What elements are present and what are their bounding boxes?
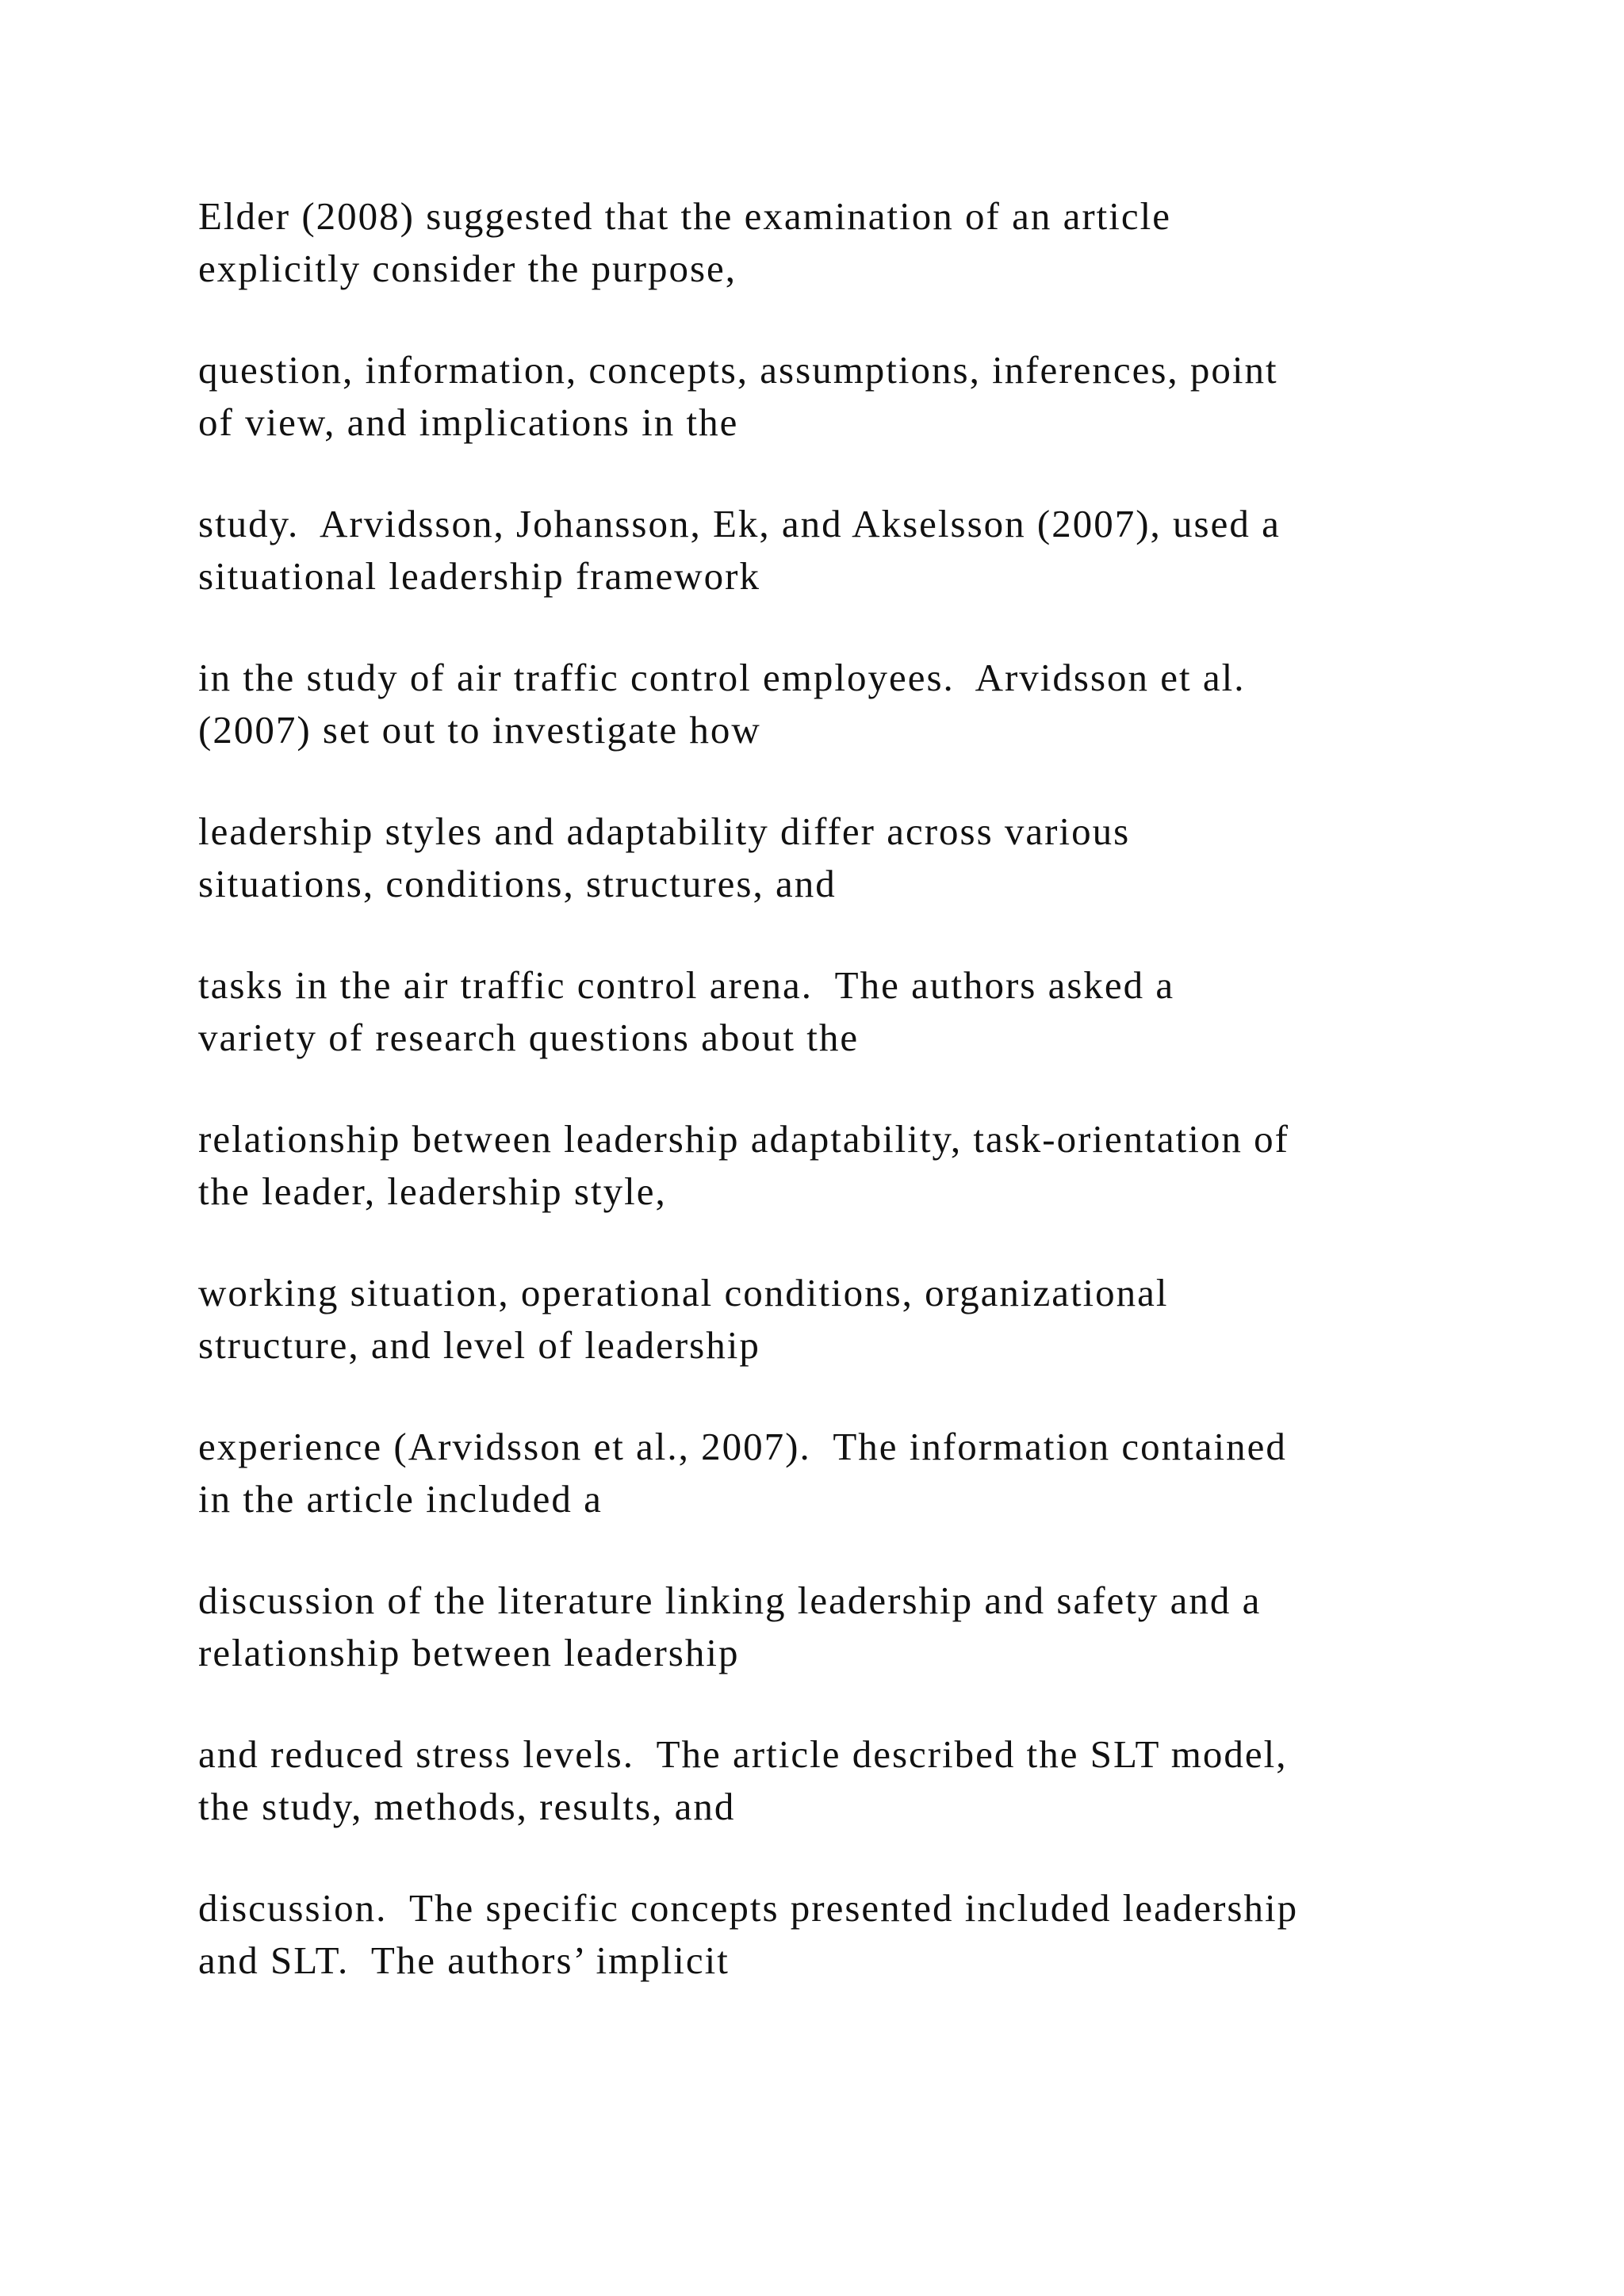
text-line: relationship between leadership adaptability, task-orientation of [198, 1117, 1289, 1161]
text-line: variety of research questions about the [198, 1016, 860, 1059]
paragraph-1 [198, 190, 1546, 295]
text-line: question, information, concepts, assumptions, inferences, point [198, 348, 1278, 392]
paragraph-9 [198, 1421, 1546, 1525]
text-line: structure, and level of leadership [198, 1323, 760, 1367]
paragraph-2 [198, 344, 1546, 449]
text-line: leadership styles and adaptability differ across various [198, 809, 1131, 853]
text-line: experience (Arvidsson et al., 2007). The information contained [198, 1425, 1287, 1468]
paragraph-3 [198, 498, 1546, 603]
text-line: study. Arvidsson, Johansson, Ek, and Akselsson (2007), used a [198, 502, 1281, 545]
paragraph-8 [198, 1267, 1546, 1372]
text-line: the study, methods, results, and [198, 1785, 736, 1828]
text-line: Elder (2008) suggested that the examination of an article [198, 194, 1172, 238]
text-line: and reduced stress levels. The article described the SLT model, [198, 1732, 1288, 1776]
document-body [198, 190, 1546, 2036]
paragraph-12 [198, 1882, 1546, 1987]
text-line: explicitly consider the purpose, [198, 247, 737, 290]
paragraph-10 [198, 1575, 1546, 1679]
paragraph-5 [198, 806, 1546, 910]
text-line: tasks in the air traffic control arena. The authors asked a [198, 963, 1175, 1007]
text-line: in the study of air traffic control employees. Arvidsson et al. [198, 656, 1246, 699]
text-line: discussion of the literature linking leadership and safety and a [198, 1578, 1262, 1622]
text-line: situations, conditions, structures, and [198, 862, 837, 905]
text-line: situational leadership framework [198, 554, 760, 598]
paragraph-7 [198, 1113, 1546, 1218]
paragraph-6 [198, 959, 1546, 1064]
text-line: (2007) set out to investigate how [198, 708, 761, 752]
text-line: the leader, leadership style, [198, 1169, 667, 1213]
text-line: of view, and implications in the [198, 400, 739, 444]
text-line: discussion. The specific concepts presented included leadership [198, 1886, 1299, 1930]
paragraph-4 [198, 652, 1546, 756]
text-line: relationship between leadership [198, 1631, 740, 1674]
text-line: working situation, operational conditions, organizational [198, 1271, 1169, 1314]
text-line: in the article included a [198, 1477, 603, 1521]
paragraph-11 [198, 1728, 1546, 1833]
text-line: and SLT. The authors’ implicit [198, 1938, 730, 1982]
